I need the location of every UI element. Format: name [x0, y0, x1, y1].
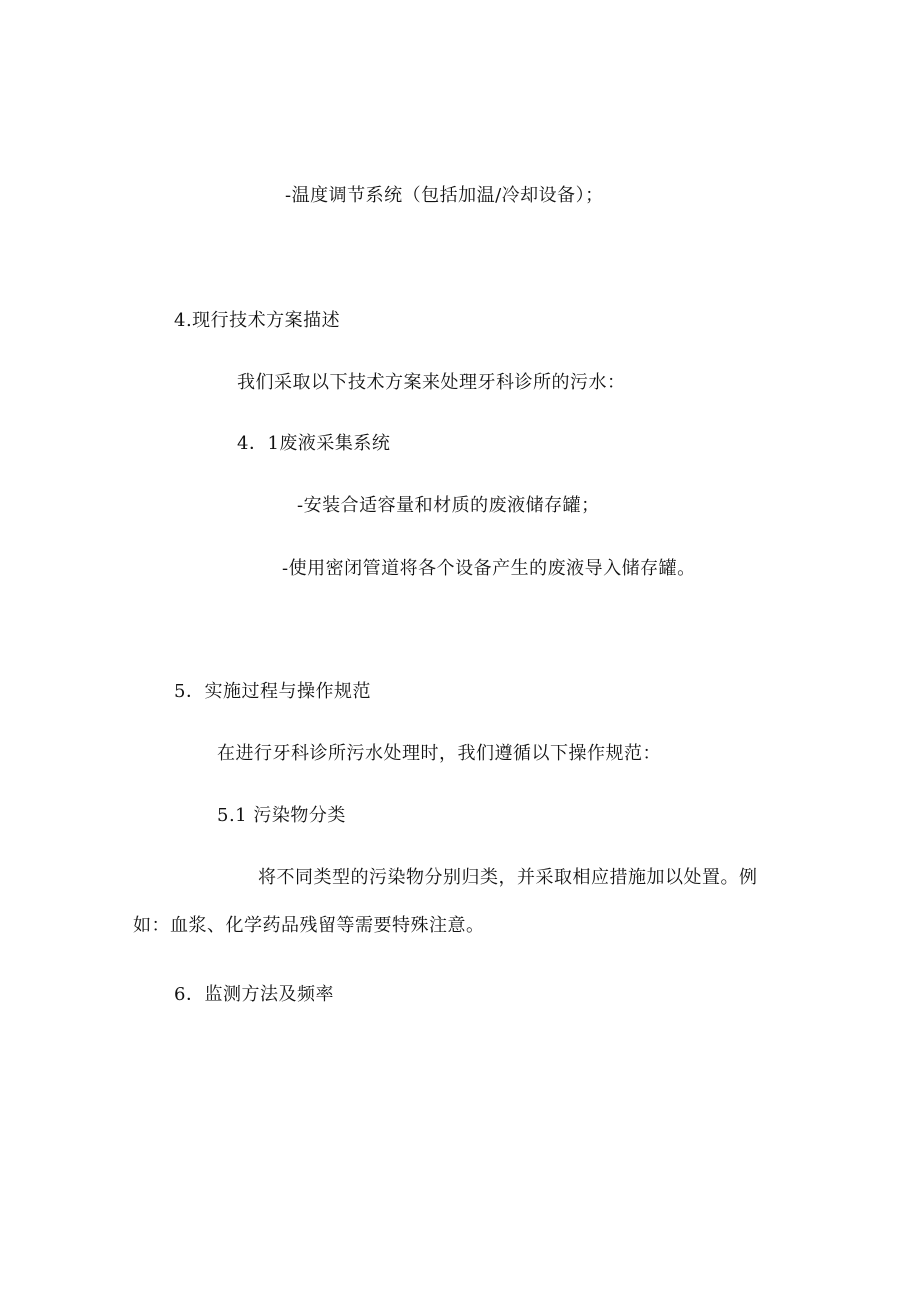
section-heading-6: 6．监测方法及频率	[174, 984, 334, 1005]
section-heading-5: 5．实施过程与操作规范	[174, 681, 371, 702]
list-item-sealed-pipes: -使用密闭管道将各个设备产生的废液导入储存罐。	[282, 558, 696, 579]
paragraph-line-1: 将不同类型的污染物分别归类，并采取相应措施加以处置。例	[258, 867, 758, 888]
subsection-heading-5-1: 5.1 污染物分类	[217, 805, 346, 826]
paragraph-intro-5: 在进行牙科诊所污水处理时，我们遵循以下操作规范：	[217, 743, 661, 764]
paragraph-line-2: 如：血浆、化学药品残留等需要特殊注意。	[133, 915, 485, 936]
section-heading-4: 4.现行技术方案描述	[174, 310, 341, 331]
list-item-storage-tank: -安装合适容量和材质的废液储存罐；	[297, 495, 600, 516]
paragraph-intro-4: 我们采取以下技术方案来处理牙科诊所的污水：	[237, 372, 626, 393]
list-item-temperature-system: -温度调节系统（包括加温/冷却设备）；	[285, 185, 604, 206]
subsection-heading-4-1: 4．1废液采集系统	[237, 433, 391, 454]
